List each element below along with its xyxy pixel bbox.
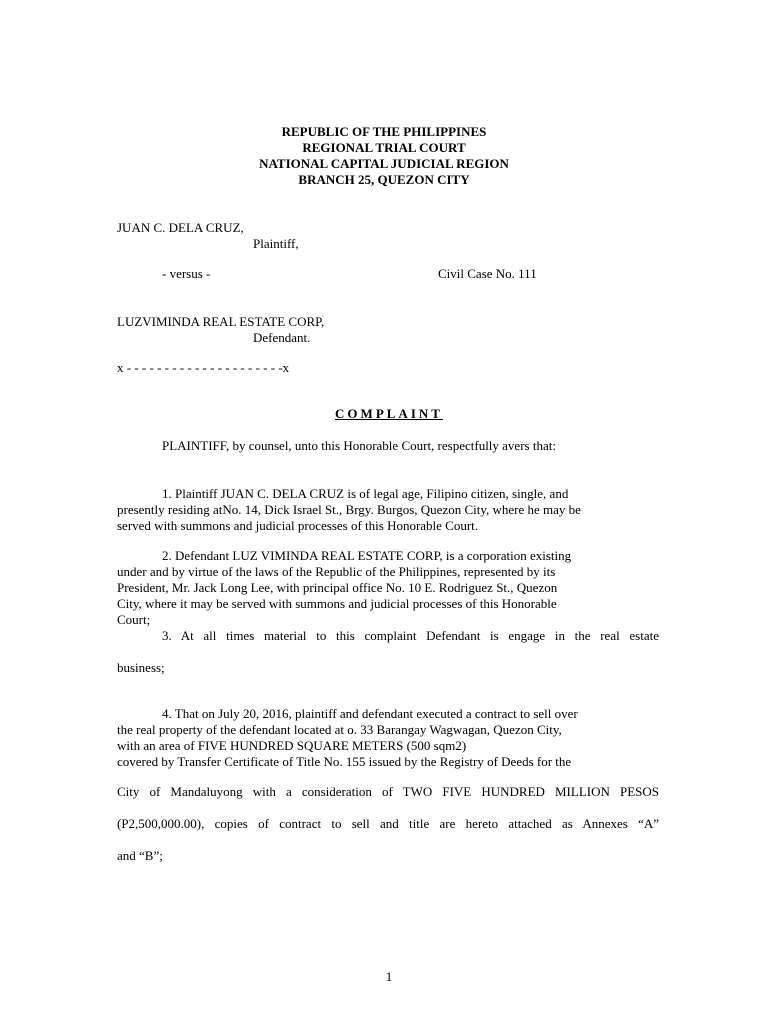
paragraph-3-line1: [162, 628, 659, 644]
defendant-role: Defendant.: [253, 330, 311, 345]
paragraph-2-line: under and by virtue of the laws of the Republic of the Philippines, represented by its: [117, 564, 556, 579]
paragraph-4-line7: and “B”;: [117, 848, 163, 863]
court-header: [0, 124, 768, 188]
paragraph-1-line: served with summons and judicial processes of this Honorable Court.: [117, 518, 479, 533]
plaintiff-role: Plaintiff,: [253, 236, 299, 251]
paragraph-2-line: 2. Defendant LUZ VIMINDA REAL ESTATE CORP, is a corporation existing: [162, 548, 572, 563]
paragraph-1-line: 1. Plaintiff JUAN C. DELA CRUZ is of legal age, Filipino citizen, single, and: [162, 486, 569, 501]
civil-case-number: Civil Case No. 111: [438, 266, 537, 281]
paragraph-4-line: City of Mandaluyong with a consideration of TWO FIVE HUNDRED MILLION PESOS: [117, 784, 659, 799]
paragraph-2-line: President, Mr. Jack Long Lee, with principal office No. 10 E. Rodriguez St., Quezon: [117, 580, 558, 595]
paragraph-4-line: the real property of the defendant located at o. 33 Barangay Wagwagan, Quezon City,: [117, 722, 562, 737]
paragraph-4-line: with an area of FIVE HUNDRED SQUARE METERS (500 sqm2): [117, 738, 467, 753]
paragraph-4: [117, 706, 659, 770]
caption-separator: x - - - - - - - - - - - - - - - - - - - - -x: [117, 360, 290, 375]
versus-label: - versus -: [162, 266, 211, 281]
paragraph-4-line6: [117, 816, 659, 832]
paragraph-4-line: covered by Transfer Certificate of Title No. 155 issued by the Registry of Deeds for the: [117, 754, 572, 769]
defendant-name: LUZVIMINDA REAL ESTATE CORP,: [117, 314, 325, 329]
document-title: COMPLAINT: [335, 406, 443, 421]
paragraph-4-line: (P2,500,000.00), copies of contract to sell and title are hereto attached as Annexes “A”: [117, 816, 659, 831]
paragraph-1-line: presently residing atNo. 14, Dick Israel St., Brgy. Burgos, Quezon City, where he may be: [117, 502, 581, 517]
header-region: NATIONAL CAPITAL JUDICIAL REGION: [259, 156, 509, 171]
plaintiff-name: JUAN C. DELA CRUZ,: [117, 220, 244, 235]
paragraph-2-line: Court;: [117, 612, 151, 627]
paragraph-2: [117, 548, 659, 628]
paragraph-3-line2: business;: [117, 660, 165, 675]
header-court: REGIONAL TRIAL COURT: [302, 140, 466, 155]
paragraph-2-line: City, where it may be served with summons and judicial processes of this Honorable: [117, 596, 557, 611]
intro-paragraph: PLAINTIFF, by counsel, unto this Honorable Court, respectfully avers that:: [162, 438, 556, 453]
paragraph-3-line: 3. At all times material to this complaint Defendant is engage in the real estate: [162, 628, 659, 643]
paragraph-1: [117, 486, 659, 534]
page-number: 1: [385, 969, 393, 984]
header-republic: REPUBLIC OF THE PHILIPPINES: [281, 124, 487, 139]
header-branch: BRANCH 25, QUEZON CITY: [298, 172, 470, 187]
paragraph-4-line5: [117, 784, 659, 800]
paragraph-4-line: 4. That on July 20, 2016, plaintiff and defendant executed a contract to sell over: [162, 706, 578, 721]
